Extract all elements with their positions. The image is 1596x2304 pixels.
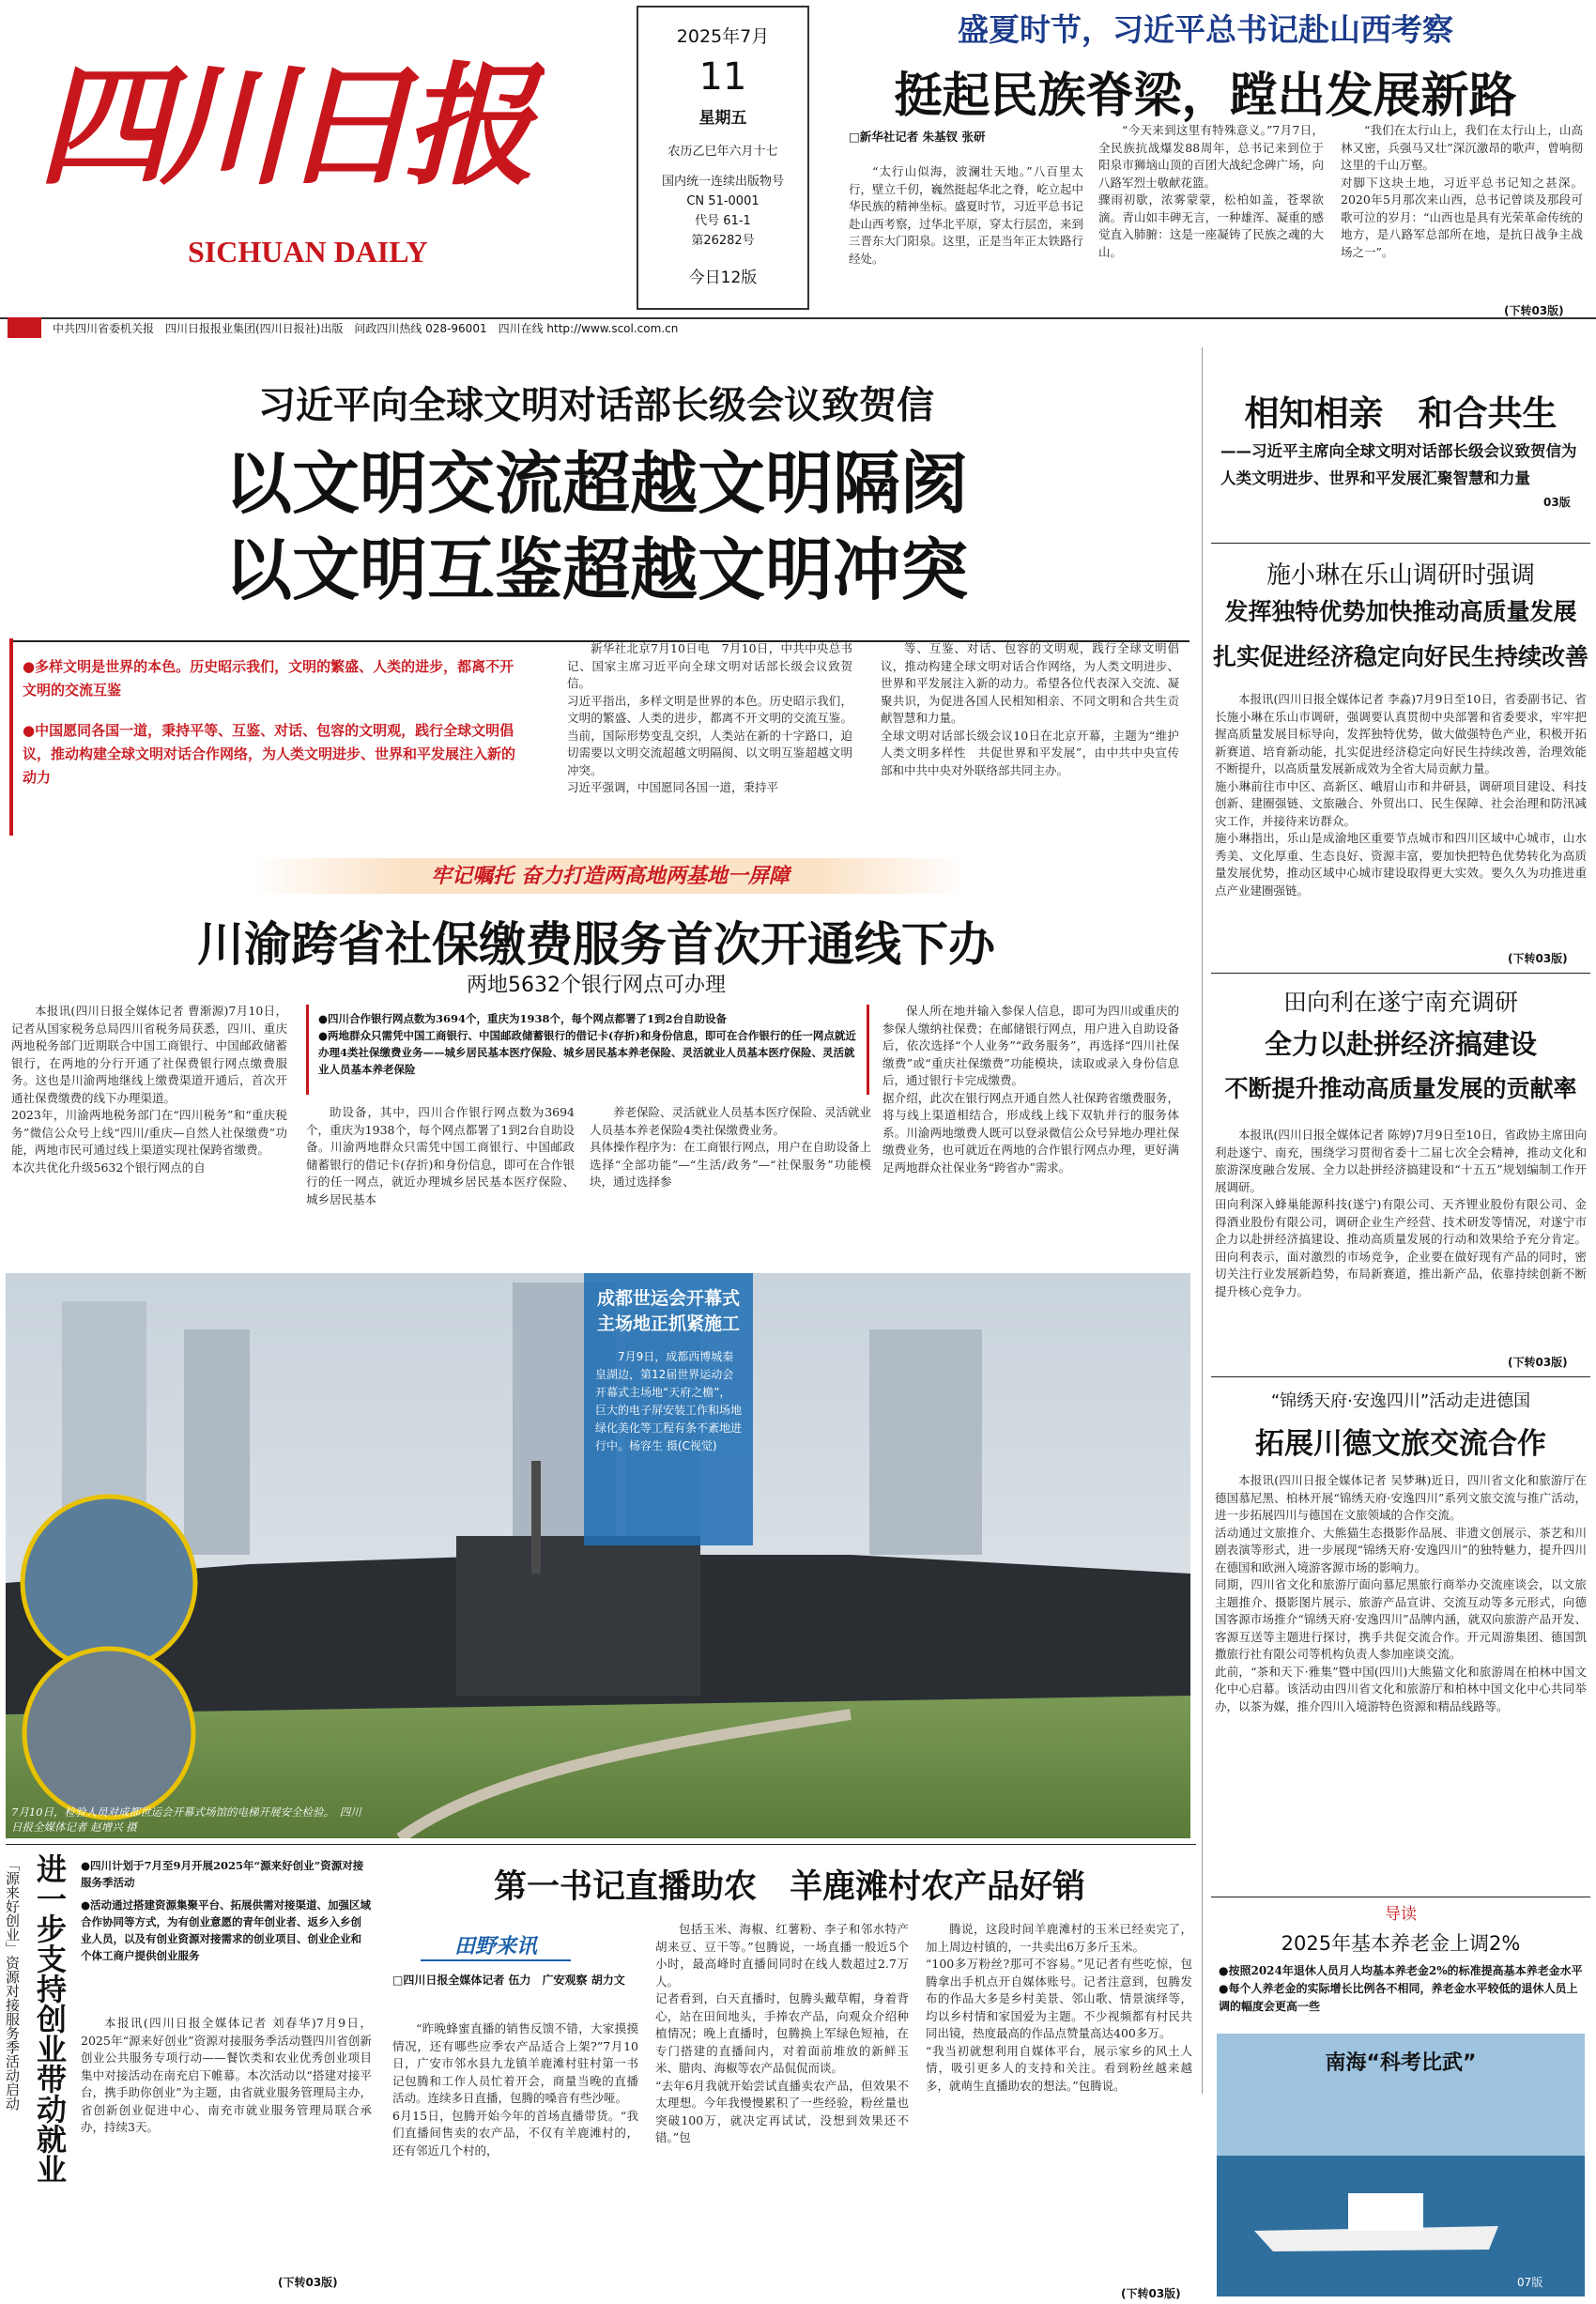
r2-kicker: 施小琳在乐山调研时强调: [1266, 561, 1535, 590]
social-col-1: [11, 1003, 287, 1249]
serial-line: 代号 61-1: [695, 214, 751, 228]
logo: [19, 28, 545, 235]
lead-text: “今天来到这里有特殊意义。”7月7日，全民族抗战爆发88周年，总书记来到位于阳泉市狮垴山顶的百团大战纪念碑广场，向八路军烈士敬献花篮。 骤雨初歇，浓雾蒙蒙，松柏如盖，苍翠欲滴。青山如丰碑无言，一种雄浑、凝重的感觉直入肺腑：这是一座凝铸了民族之魂的大山。: [1098, 123, 1324, 259]
pages-today: 今日12版: [688, 269, 758, 287]
nanhai-page: 07版: [1517, 2276, 1543, 2289]
bottom-continued: (下转03版): [1121, 2287, 1181, 2300]
main-title-1: 以文明交流超越文明隔阂: [223, 444, 968, 523]
bottom-left-continued: (下转03版): [278, 2276, 338, 2289]
lead-text: “我们在太行山上，我们在太行山上，山高林又密，兵强马又壮”深沉激昂的歌声，曾响彻这里的千山万壑。 对脚下这块土地，习近平总书记知之甚深。2020年5月那次来山西，总书记曾谈及那段可歌可泣的岁月：“山西也是具有光荣革命传统的地方，是八路军总部所在地，是抗日战争主战场之一”。: [1341, 123, 1583, 259]
divider: [1211, 973, 1590, 974]
serial-line: 第26282号: [691, 234, 755, 248]
social-text: 助设备，其中，四川合作银行网点数为3694个，重庆为1938个，每个网点都署了1到2台自助设备。川渝两地群众只需凭中国工商银行、中国邮政储蓄银行的借记卡(存折)和身份信息，即可在合作银行的任一网点，就近办理城乡居民基本医疗保险、城乡居民基本: [306, 1105, 575, 1206]
social-text: 保人所在地并输入参保人信息，即可为四川或重庆的参保人缴纳社保费；在邮储银行网点，用户进入自助设备后，依次选择“个人业务”“政务服务”，再选择“四川社保缴费”或“重庆社保缴费”功能模块，读取或录入身份信息后，通过银行卡完成缴费。 据介绍，此次在银行网点开通自然人社保跨省缴费服务，将与线上渠道相结合，形成线上线下双轨并行的服务体系。川渝两地缴费人既可以登录微信公众号异地办理社保缴费业务，也可就近在两地的合作银行网点办理，更好满足两地群众社保业务“跨省办”需求。: [882, 1004, 1179, 1175]
bottom-left-body: 本报讯(四川日报全媒体记者 刘春华)7月9日，2025年“源来好创业”资源对接服务季活动暨四川省创新创业公共服务专项行动——餐饮类和农业优秀创业项目集中对接活动在南充启下帷幕。本次活动以“搭建对接平台，携手助你创业”为主题，由省就业服务管理局主办，省创新创业促进中心、南充市就业服务管理局联合承办，持续3天。: [81, 2016, 372, 2134]
banner-text: 牢记嘱托 奋力打造两高地两基地一屏障: [431, 864, 790, 888]
r2-title-2: 扎实促进经济稳定向好民生持续改善: [1212, 643, 1588, 670]
lead-title: 挺起民族脊梁，蹚出发展新路: [894, 69, 1517, 124]
lead-col-3: [1341, 122, 1583, 300]
social-subtitle: 两地5632个银行网点可办理: [467, 974, 726, 997]
field-tag: 田野来讯: [421, 1930, 571, 1961]
lead-kicker: 盛夏时节，习近平总书记赴山西考察: [958, 11, 1453, 48]
r3-title-2: 不断提升推动高质量发展的贡献率: [1224, 1075, 1577, 1102]
serial-block: [638, 172, 807, 251]
nanhai-title: 南海“科考比武”: [1325, 2051, 1477, 2075]
info-text: 中共四川省委机关报 四川日报报业集团(四川日报社)出版 问政四川热线 028-96001 四川在线 http://www.scol.com.cn: [53, 320, 683, 336]
note-item: ●四川合作银行网点数为3694个，重庆为1938个，每个网点都署了1到2台自助设备: [318, 1012, 728, 1025]
info-bar: [0, 314, 1596, 338]
photo-headline: 成都世运会开幕式主场地正抓紧施工: [596, 1288, 740, 1334]
r3-kicker: 田向利在遂宁南充调研: [1282, 989, 1518, 1016]
r4-kicker: “锦绣天府·安逸四川”活动走进德国: [1270, 1391, 1531, 1411]
divider: [1211, 543, 1590, 544]
r1-page: 03版: [1543, 496, 1571, 509]
guide-label: 导读: [1385, 1905, 1417, 1924]
column-divider: [1202, 347, 1203, 2094]
bottom-text: 包括玉米、海椒、红薯粉、李子和邻水特产胡来豆、豆干等。”包腾说，一场直播一般近5个小时，最高峰时直播间同时在线人数超过2.7万人。 记者看到，白天直播时，包腾头戴草帽，身着背心，站在田间地头，手捧农产品，向观众介绍种植情况；晚上直播时，包腾换上军绿色短袖，在专门搭建的直播间内，对着面前堆放的新鲜玉米、腊肉、海椒等农产品侃侃而谈。 “去年6月我就开始尝试直播卖农产品，但效果不太理想。今年我慢慢累积了一些经验，粉丝量也突破100万，就决定再试试，没想到效果还不错。”包: [655, 1922, 909, 2144]
r4-text: [1215, 1472, 1587, 1885]
bottom-story: [383, 1846, 1196, 2304]
main-text: 等、互鉴、对话、包容的文明观，践行全球文明倡议，推动构建全球文明对话合作网络，为人类文明进步、世界和平发展注入新的动力。希望各位代表深入交流、凝聚共识，为促进各国人民相知相亲、不同文明和合共生贡献智慧和力量。 全球文明对话部长级会议10日在北京开幕，主题为“维护人类文明多样性 共促世界和平发展”，由中共中央宣传部和中共中央对外联络部共同主办。: [881, 641, 1179, 777]
social-story: [0, 901, 1192, 1258]
bottom-title: 第一书记直播助农 羊鹿滩村农产品好销: [493, 1868, 1085, 1906]
date-year-month: 2025年7月: [676, 26, 770, 47]
social-col-4: [882, 1003, 1179, 1249]
serial-line: 国内统一连续出版物号: [661, 175, 784, 189]
lead-text: “太行山似海，波澜壮天地。”八百里太行，壁立千仞，巍然挺起华北之脊，屹立起中华民族的精神坐标。盛夏时节，习近平总书记赴山西考察，过华北平原，穿太行层峦，来到三晋东大门阳泉。这里，正是当年正太铁路行经处。: [849, 164, 1083, 266]
r2-body: 本报讯(四川日报全媒体记者 李淼)7月9日至10日，省委副书记、省长施小琳在乐山市调研，强调要认真贯彻中央部署和省委要求，牢牢把握高质量发展目标导向，发挥独特优势，做大做强特色产业，积极开拓新赛道、培育新动能，扎实促进经济稳定向好民生持续改善，治理效能不断提升，以高质量发展新成效为全省大局贡献力量。 施小琳前往市中区、高新区、峨眉山市和井研县，调研项目建设、科技创新、建圈强链、文旅融合、外贸出口、民生保障、社会治理和防汛减灾工作，并接待来访群众。 施小琳指出，乐山是成渝地区重要节点城市和四川区域中心城市，山水秀美、文化厚重、生态良好、资源丰富，要加快把特色优势转化为高质量发展优势，推动区域中心城市建设取得更大实效。要久久为功推进重点产业建圈强链。: [1215, 692, 1587, 898]
r3-body: 本报讯(四川日报全媒体记者 陈婷)7月9日至10日，省政协主席田向利赴遂宁、南充，围绕学习贯彻省委十二届七次全会精神，推动文化和旅游深度融合发展、全力以赴拼经济搞建设和“十五五”规划编制工作开展调研。 田向利深入蜂巢能源科技(遂宁)有限公司、天齐锂业股份有限公司、金得酒业股份有限公司，调研企业生产经营、技术研发等情况，对遂宁市企力以赴拼经济搞建设、推动高质量发展的行动和效果给予充分肯定。田向利表示，面对激烈的市场竞争，企业要在做好现有产品的同时，密切关注行业发展新趋势，布局新赛道，推出新产品，依靠持续创新不断提升核心竞争力。: [1215, 1128, 1587, 1298]
bottom-col-3: [926, 1921, 1192, 2281]
main-title-2: 以文明互鉴超越文明冲突: [223, 530, 968, 609]
date-box: [637, 6, 809, 310]
guide-item: ●每个人养老金的实际增长比例各不相同，养老金水平较低的退休人员上调的幅度会更高一些: [1219, 1982, 1578, 2013]
bottom-text: 腾说，这段时间羊鹿滩村的玉米已经卖完了，加上周边村镇的，一共卖出6万多斤玉米。 “100多万粉丝?那可不容易。”见记者有些吃惊，包腾拿出手机点开自媒体账号。记者注意到，包腾发布的作品大多是乡村美景、邻山歌、情景演绎等，均以乡村情和家国爱为主题。不少视频都有村民共同出镜，热度最高的作品点赞量高达400多万。 “我当初就想利用自媒体平台，展示家乡的风土人情，吸引更多人的支持和关注。看到粉丝越来越多，就萌生直播助农的想法。”包腾说。: [926, 1922, 1192, 2093]
guide-items: [1219, 1962, 1585, 2016]
r3-continued: (下转03版): [1508, 1356, 1568, 1369]
bottom-col-1: [392, 2020, 638, 2298]
bottom-notes: [81, 1857, 372, 1964]
bottom-left-text: [81, 2015, 372, 2236]
main-text: 新华社北京7月10日电 7月10日，中共中央总书记、国家主席习近平向全球文明对话部长级会议致贺信。 习近平指出，多样文明是世界的本色。历史昭示我们，文明的繁盛、人类的进步，都离不开文明的交流互鉴。当前，国际形势变乱交织，人类站在新的十字路口，迫切需要以文明交流超越文明隔阂、以文明互鉴超越文明冲突。 习近平强调，中国愿同各国一道，秉持平: [567, 641, 852, 794]
main-story: [0, 347, 1192, 845]
r3-text: [1215, 1127, 1587, 1352]
social-col-2: [306, 1104, 575, 1247]
main-col-2: [881, 640, 1179, 837]
divider: [1211, 1376, 1590, 1377]
date-day: 11: [698, 55, 747, 99]
campaign-banner: [253, 858, 967, 894]
r4-body: 本报讯(四川日报全媒体记者 吴梦琳)近日，四川省文化和旅游厅在德国慕尼黑、柏林开展“锦绣天府·安逸四川”系列文旅交流与推广活动，进一步拓展四川与德国在文旅领域的合作交流。 活动通过文旅推介、大熊猫生态摄影作品展、非遗文创展示、茶艺和川剧表演等形式，进一步展现“锦绣天府·安逸四川”的独特魅力，提升四川在德国和欧洲入境游客源市场的影响力。 同期，四川省文化和旅游厅面向慕尼黑旅行商举办交流座谈会，以文旅主题推介、摄影图片展示、旅游产品宣讲、交流互动等多元形式，向德国客源市场推介“锦绣天府·安逸四川”品牌内涵，就双向旅游产品开发、客源互送等主题进行探讨，携手共促交流合作。开元周游集团、德国凯撒旅行社有限公司等机构负责人参加座谈交流。 此前，“茶和天下·雅集”暨中国(四川)大熊猫文化和旅游周在柏林中国文化中心启幕。该活动由四川省文化和旅游厅和柏林中国文化中心共同举办，以茶为媒，推介四川入境游特色资源和精品线路等。: [1215, 1473, 1587, 1713]
bottom-col-2: [655, 1921, 909, 2296]
logo-en-text: SICHUAN DAILY: [188, 235, 428, 269]
date-weekday: 星期五: [698, 109, 747, 128]
photo-info-box: [584, 1273, 753, 1545]
divider: [6, 1844, 1196, 1845]
social-text: 本报讯(四川日报全媒体记者 曹渐源)7月10日，记者从国家税务总局四川省税务局获悉，四川、重庆两地税务部门近期联合中国工商银行、中国邮政储蓄银行，在两地的分行开通了社保费银行网点缴费服务。这也是川渝两地继线上缴费渠道开通后，首次开通社保费缴费的线下办理渠道。 2023年，川渝两地税务部门在“四川税务”和“重庆税务”微信公众号上线“四川/重庆—自然人社保缴费”功能，两地市民可通过线上渠道实现社保跨省缴费。 本次共优化升级5632个银行网点的自: [11, 1004, 287, 1175]
social-notes: [306, 1005, 869, 1095]
social-title: 川渝跨省社保缴费服务首次开通线下办: [197, 917, 995, 972]
lead-continued: (下转03版): [1504, 304, 1564, 317]
vertical-kicker: 「源来好创业」资源对接服务季活动启动: [4, 1857, 21, 2111]
summary-item: ●中国愿同各国一道，秉持平等、互鉴、对话、包容的文明观，践行全球文明倡议，推动构建全球文明对话合作网络，为人类文明进步、世界和平发展注入新的动力: [23, 722, 516, 786]
note-item: ●两地群众只需凭中国工商银行、中国邮政储蓄银行的借记卡(存折)和身份信息，即可在合作银行的任一网点就近办理4类社保缴费业务——城乡居民基本医疗保险、城乡居民基本养老保险、灵活就业人员基本医疗保险、灵活就业人员基本养老保险: [318, 1029, 856, 1076]
r2-title-1: 发挥独特优势加快推动高质量发展: [1224, 598, 1577, 625]
lead-col-1: [849, 163, 1083, 315]
date-lunar: 农历乙巳年六月十七: [668, 145, 778, 159]
r1-title: 相知相亲 和合共生: [1244, 393, 1558, 434]
bottom-left: [0, 1846, 376, 2304]
right-column: [1211, 347, 1590, 2094]
newspaper-icon: [8, 317, 41, 338]
social-col-3: [590, 1104, 871, 1247]
main-summary: [9, 638, 530, 836]
logo-cn: 四川日报: [38, 50, 527, 204]
vertical-title: 进一步支持创业带动就业: [32, 1853, 68, 2184]
serial-line: CN 51-0001: [686, 194, 760, 208]
r2-text: [1215, 691, 1587, 950]
guide-title: 2025年基本养老金上调2%: [1281, 1932, 1521, 1955]
summary-item: ●多样文明是世界的本色。历史昭示我们，文明的繁盛、人类的进步，都离不开文明的交流互鉴: [23, 658, 514, 699]
inset-caption: 7月10日，检验人员对成都世运会开幕式场馆的电梯开展安全检验。 四川日报全媒体记者 赵增兴 摄: [11, 1805, 361, 1834]
photo-block: [6, 1273, 1190, 1838]
r1-subtitle: ——习近平主席向全球文明对话部长级会议致贺信为人类文明进步、世界和平发展汇聚智慧和力量: [1220, 442, 1577, 487]
r3-title-1: 全力以赴拼经济搞建设: [1264, 1028, 1537, 1060]
guide-item: ●按照2024年退休人员月人均基本养老金2%的标准提高基本养老金水平: [1219, 1964, 1583, 1977]
social-text: 养老保险、灵活就业人员基本医疗保险、灵活就业人员基本养老保险4类社保缴费业务。 具体操作程序为：在工商银行网点，用户在自助设备上选择“全部功能”—“生活/政务”—“社保服务”功能模块，通过选择参: [590, 1105, 871, 1189]
bottom-text: “昨晚蜂蜜直播的销售反馈不错，大家摸摸情况，还有哪些应季农产品适合上架?”7月10日，广安市邻水县九龙镇羊鹿滩村驻村第一书记包腾和工作人员忙着开会，商量当晚的直播活动。连续多日直播，包腾的嗓音有些沙哑。 6月15日，包腾开始今年的首场直播带货。“我们直播间售卖的农产品，不仅有羊鹿滩村的，还有邻近几个村的，: [392, 2021, 638, 2158]
lead-col-2: [1098, 122, 1324, 315]
masthead: [0, 0, 1596, 338]
r4-title: 拓展川德文旅交流合作: [1255, 1427, 1546, 1461]
note-item: ●四川计划于7月至9月开展2025年“源来好创业”资源对接服务季活动: [81, 1859, 364, 1889]
nanhai-box: [1217, 2034, 1585, 2296]
main-col-1: [567, 640, 852, 837]
lead-byline: □新华社记者 朱基钗 张研: [849, 130, 986, 144]
bottom-byline: □四川日报全媒体记者 伍力 广安观察 胡力文: [392, 1974, 625, 1987]
r2-continued: (下转03版): [1508, 952, 1568, 965]
note-item: ●活动通过搭建资源集聚平台、拓展供需对接渠道、加强区域合作协同等方式，为有创业意愿的青年创业者、返乡入乡创业人员，以及有创业资源对接需求的创业项目、创业企业和个体工商户提供创业服务: [81, 1898, 372, 1962]
main-kicker: 习近平向全球文明对话部长级会议致贺信: [258, 384, 934, 427]
photo-caption: 7月9日，成都西博城秦皇湖边，第12届世界运动会开幕式主场地“天府之檐”，巨大的电子屏安装工作和场地绿化美化等工程有条不紊地进行中。杨容生 摄(C视觉): [595, 1350, 743, 1452]
